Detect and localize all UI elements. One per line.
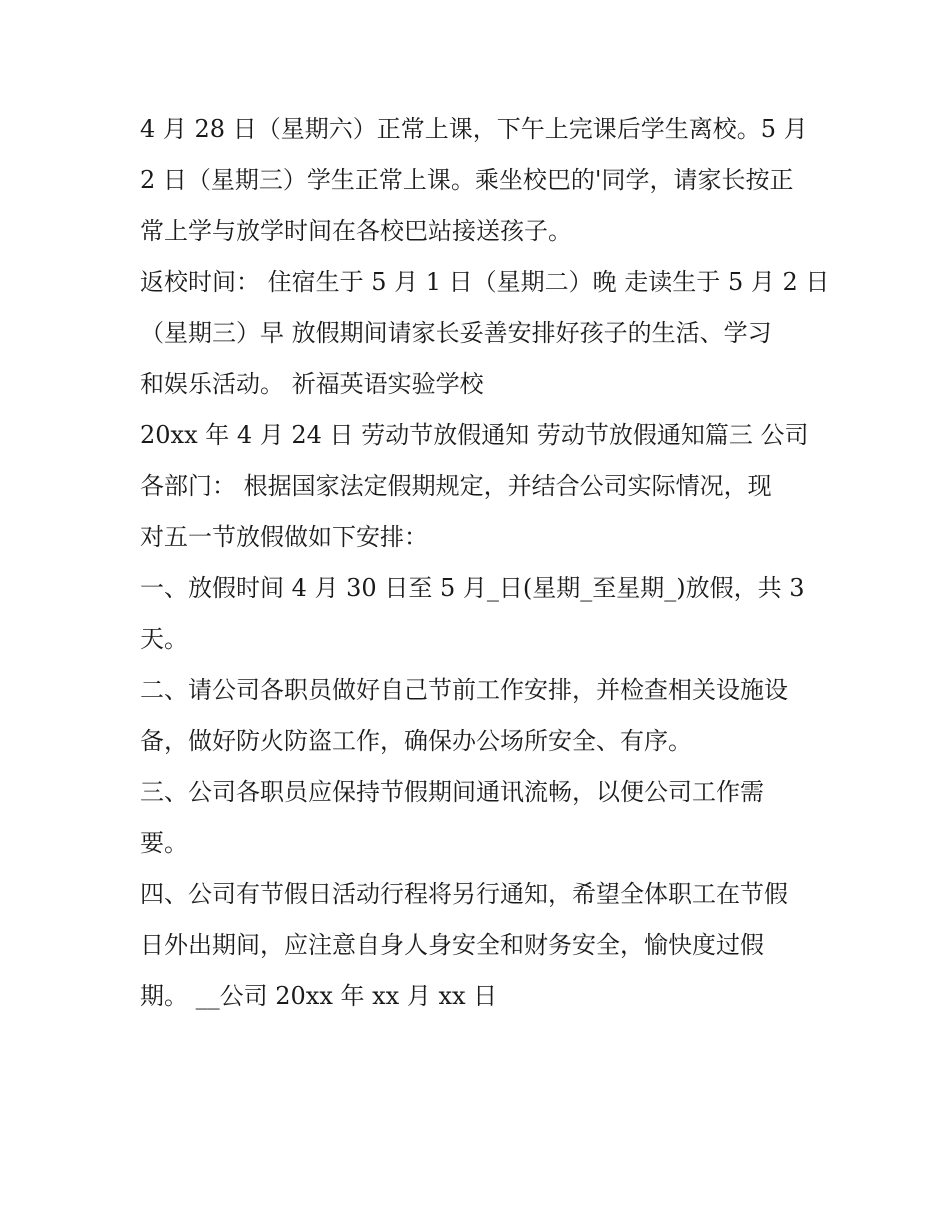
text-line: 备，做好防火防盗工作，确保办公场所安全、有序。: [140, 727, 692, 755]
text-line: 三、公司各职员应保持节假期间通讯流畅，以便公司工作需: [140, 778, 764, 806]
document-body: [140, 104, 830, 1022]
text-line: 天。: [140, 625, 188, 653]
text-line: 20xx 年 4 月 24 日 劳动节放假通知 劳动节放假通知篇三 公司: [140, 421, 809, 449]
text-line: 4 月 28 日（星期六）正常上课，下午上完课后学生离校。5 月: [140, 115, 808, 143]
text-line: 日外出期间，应注意自身人身安全和财务安全，愉快度过假: [140, 931, 764, 959]
text-line: 期。 __公司 20xx 年 xx 月 xx 日: [140, 982, 498, 1010]
text-line: 二、请公司各职员做好自己节前工作安排，并检查相关设施设: [140, 676, 788, 704]
text-line: 要。: [140, 829, 188, 857]
text-line: 四、公司有节假日活动行程将另行通知，希望全体职工在节假: [140, 880, 788, 908]
text-line: 和娱乐活动。 祈福英语实验学校: [140, 370, 484, 398]
text-line: 各部门： 根据国家法定假期规定，并结合公司实际情况，现: [140, 472, 772, 500]
text-line: 对五一节放假做如下安排：: [140, 523, 428, 551]
text-line: 返校时间： 住宿生于 5 月 1 日（星期二）晚 走读生于 5 月 2 日: [140, 268, 830, 296]
text-line: 一、放假时间 4 月 30 日至 5 月_日(星期_至星期_)放假，共 3: [140, 574, 805, 602]
text-line: 常上学与放学时间在各校巴站接送孩子。: [140, 217, 572, 245]
text-line: （星期三）早 放假期间请家长妥善安排好孩子的生活、学习: [140, 319, 772, 347]
text-line: 2 日（星期三）学生正常上课。乘坐校巴的'同学，请家长按正: [140, 166, 794, 194]
